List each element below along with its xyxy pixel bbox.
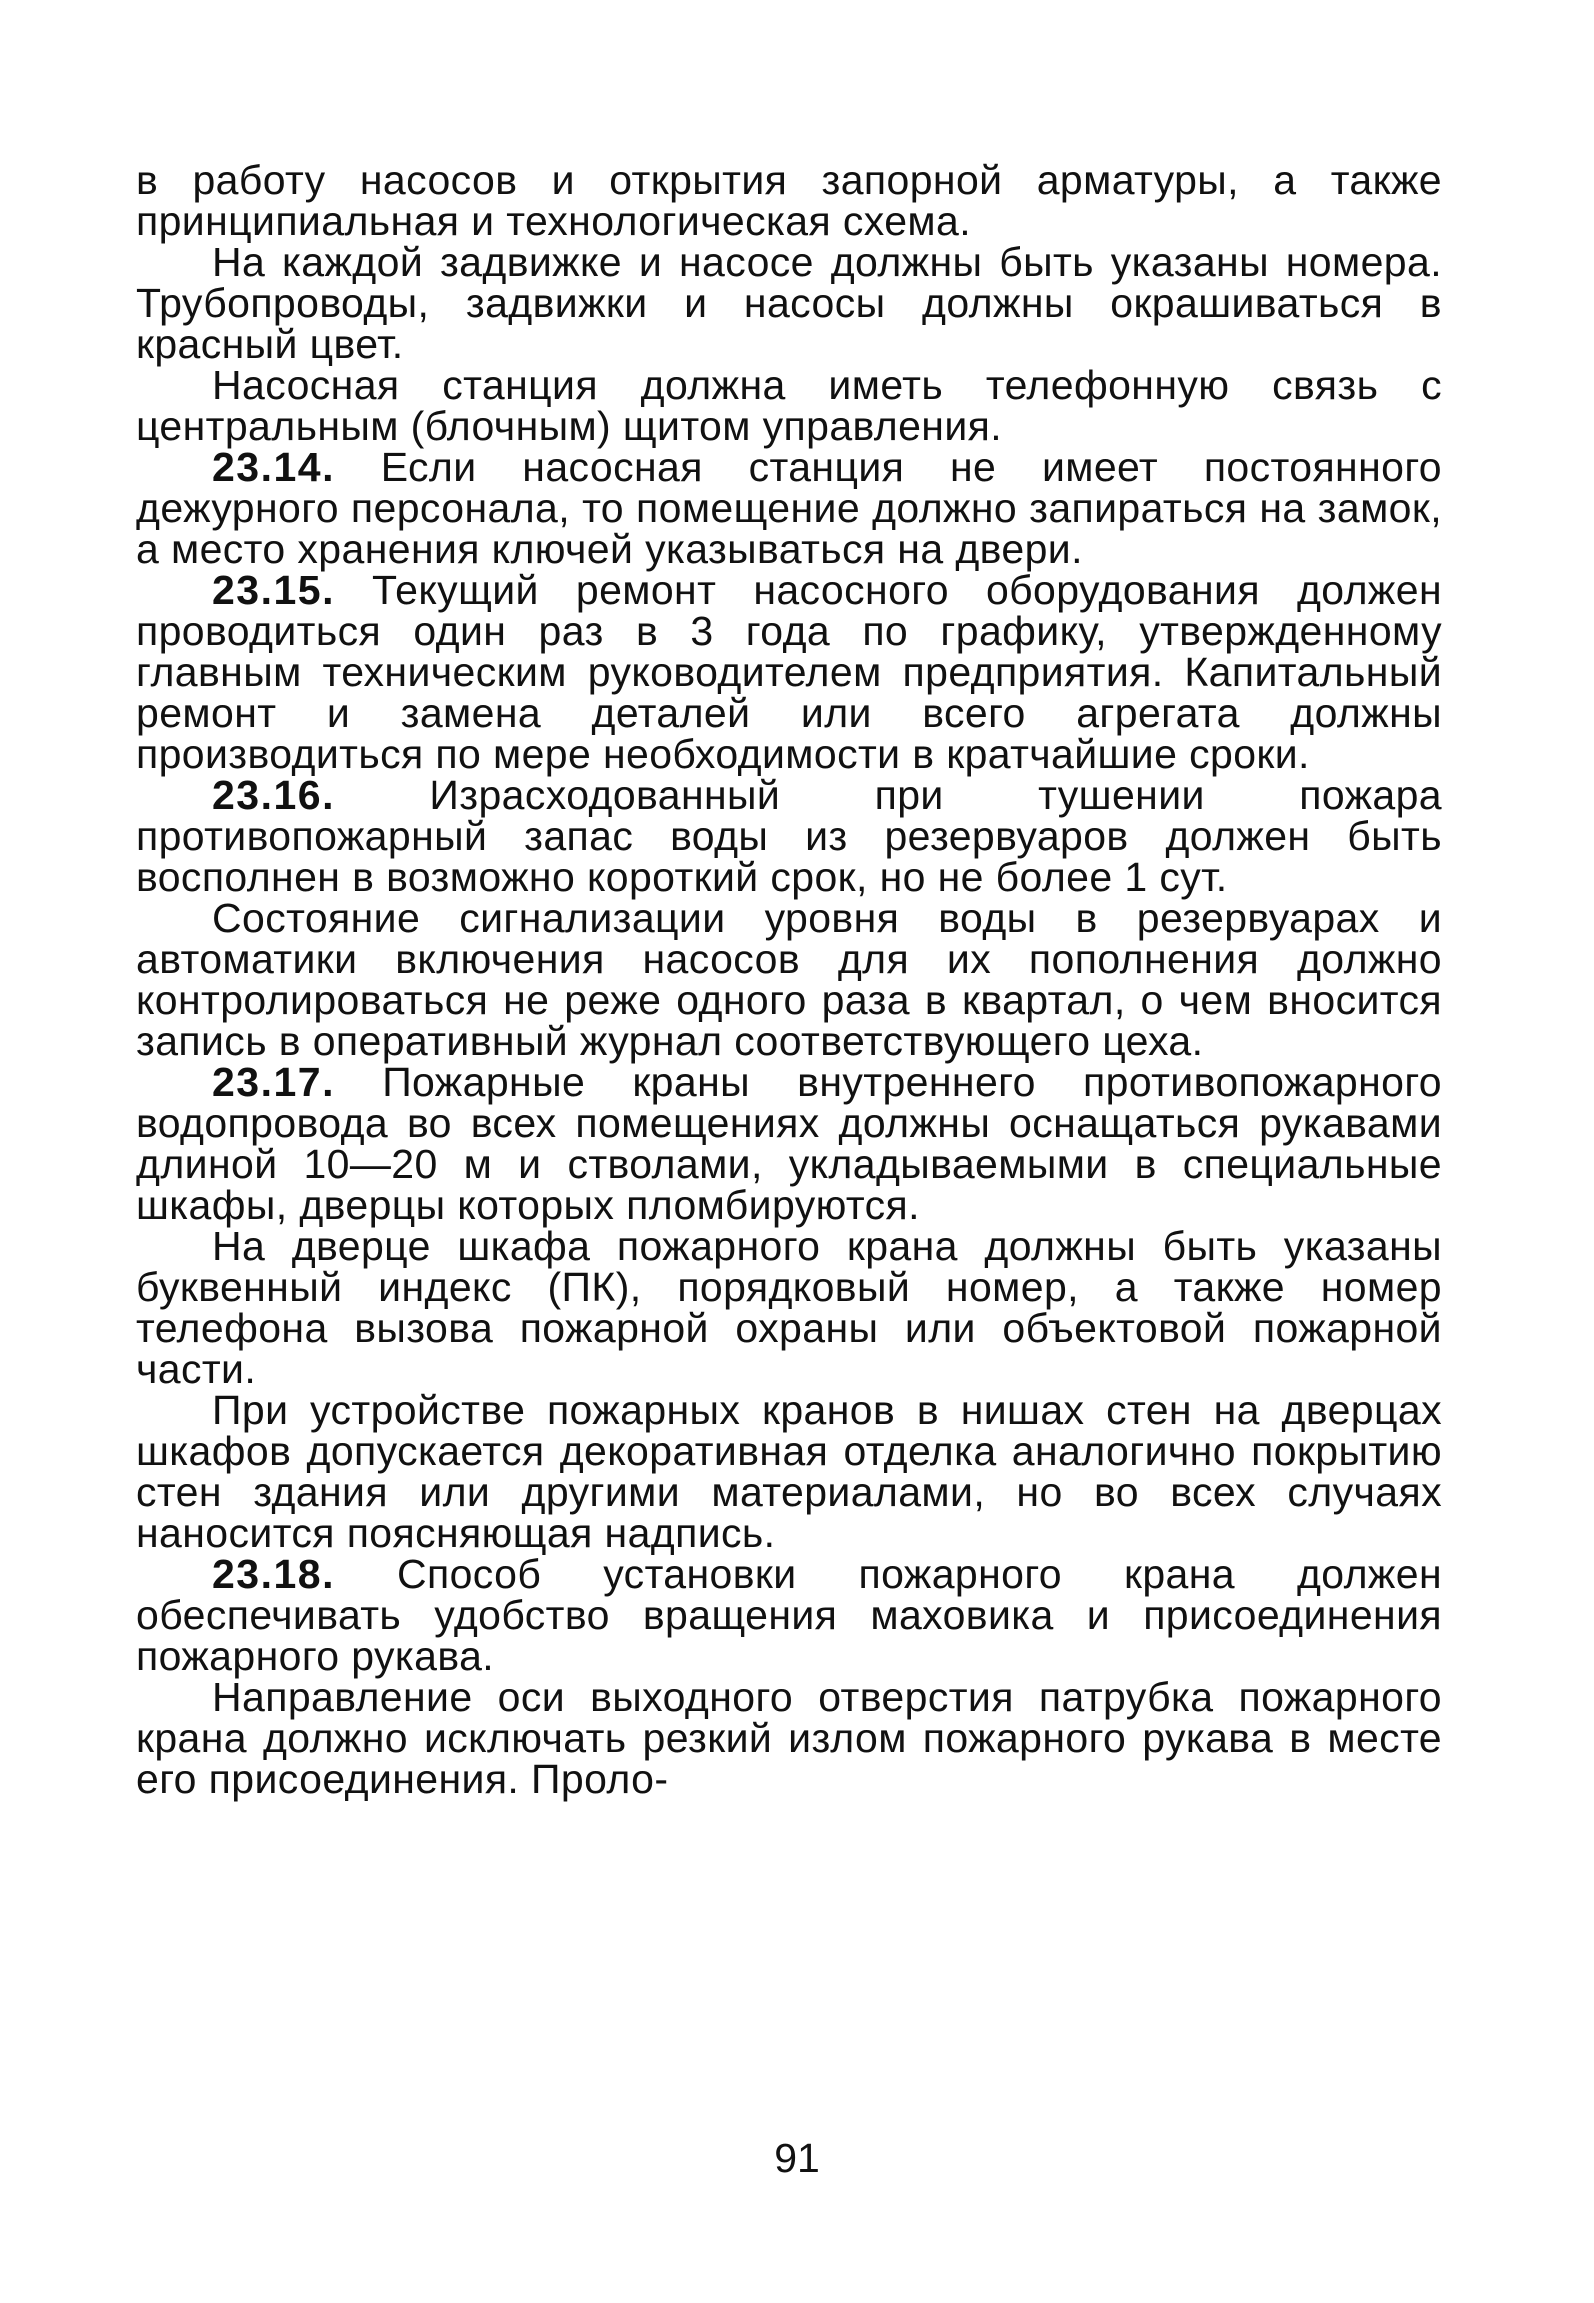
paragraph-text: На дверце шкафа пожарного крана должны быть указаны буквенный индекс (ПК), порядковый номер, а также номер телефона вызова пожарной охраны или объектовой пожарной части.	[136, 1223, 1442, 1392]
paragraph-1	[136, 157, 1442, 244]
section-23-18	[136, 1551, 1442, 1679]
paragraph-12	[136, 1674, 1442, 1802]
paragraph-9	[136, 1223, 1442, 1392]
paragraph-text: Если насосная станция не имеет постоянного дежурного персонала, то помещение должно запираться на замок, а место хранения ключей указываться на двери.	[136, 444, 1442, 572]
section-23-15	[136, 567, 1442, 777]
section-number: 23.15.	[212, 567, 335, 613]
paragraph-text: Пожарные краны внутреннего противопожарного водопровода во всех помещениях должны оснащаться рукавами длиной 10—20 м и стволами, укладываемыми в специальные шкафы, дверцы которых пломбируются.	[136, 1059, 1442, 1228]
paragraph-text: Состояние сигнализации уровня воды в резервуарах и автоматики включения насосов для их пополнения должно контролироваться не реже одного раза в квартал, о чем вносится запись в оперативный журнал соответствующего цеха.	[136, 895, 1442, 1064]
paragraph-2	[136, 239, 1442, 367]
section-number: 23.17.	[212, 1059, 335, 1105]
section-23-14	[136, 444, 1442, 572]
paragraph-7	[136, 895, 1442, 1064]
section-23-16	[136, 772, 1442, 900]
section-number: 23.14.	[212, 444, 335, 490]
paragraph-text: Способ установки пожарного крана должен обеспечивать удобство вращения маховика и присоединения пожарного рукава.	[136, 1551, 1442, 1679]
paragraph-3	[136, 362, 1442, 449]
section-number: 23.16.	[212, 772, 335, 818]
page-number: 91	[774, 2135, 820, 2181]
paragraph-text: На каждой задвижке и насосе должны быть указаны номера. Трубопроводы, задвижки и насосы должны окрашиваться в красный цвет.	[136, 239, 1442, 367]
page-body	[136, 157, 1442, 1802]
paragraph-text: Насосная станция должна иметь телефонную связь с центральным (блочным) щитом управления.	[136, 362, 1442, 449]
paragraph-text: Израсходованный при тушении пожара противопожарный запас воды из резервуаров должен быть восполнен в возможно короткий срок, но не более 1 сут.	[136, 772, 1442, 900]
paragraph-text: в работу насосов и открытия запорной арматуры, а также принципиальная и технологическая схема.	[136, 157, 1442, 244]
paragraph-10	[136, 1387, 1442, 1556]
paragraph-text: Направление оси выходного отверстия патрубка пожарного крана должно исключать резкий излом пожарного рукава в месте его присоединения. Проло-	[136, 1674, 1442, 1802]
section-23-17	[136, 1059, 1442, 1228]
paragraph-text: При устройстве пожарных кранов в нишах стен на дверцах шкафов допускается декоративная отделка аналогично покрытию стен здания или другими материалами, но во всех случаях наносится поясняющая надпись.	[136, 1387, 1442, 1556]
paragraph-text: Текущий ремонт насосного оборудования должен проводиться один раз в 3 года по графику, утвержденному главным техническим руководителем предприятия. Капитальный ремонт и замена деталей или всего агрегата должны производиться по мере необходимости в кратчайшие сроки.	[136, 567, 1442, 777]
section-number: 23.18.	[212, 1551, 335, 1597]
